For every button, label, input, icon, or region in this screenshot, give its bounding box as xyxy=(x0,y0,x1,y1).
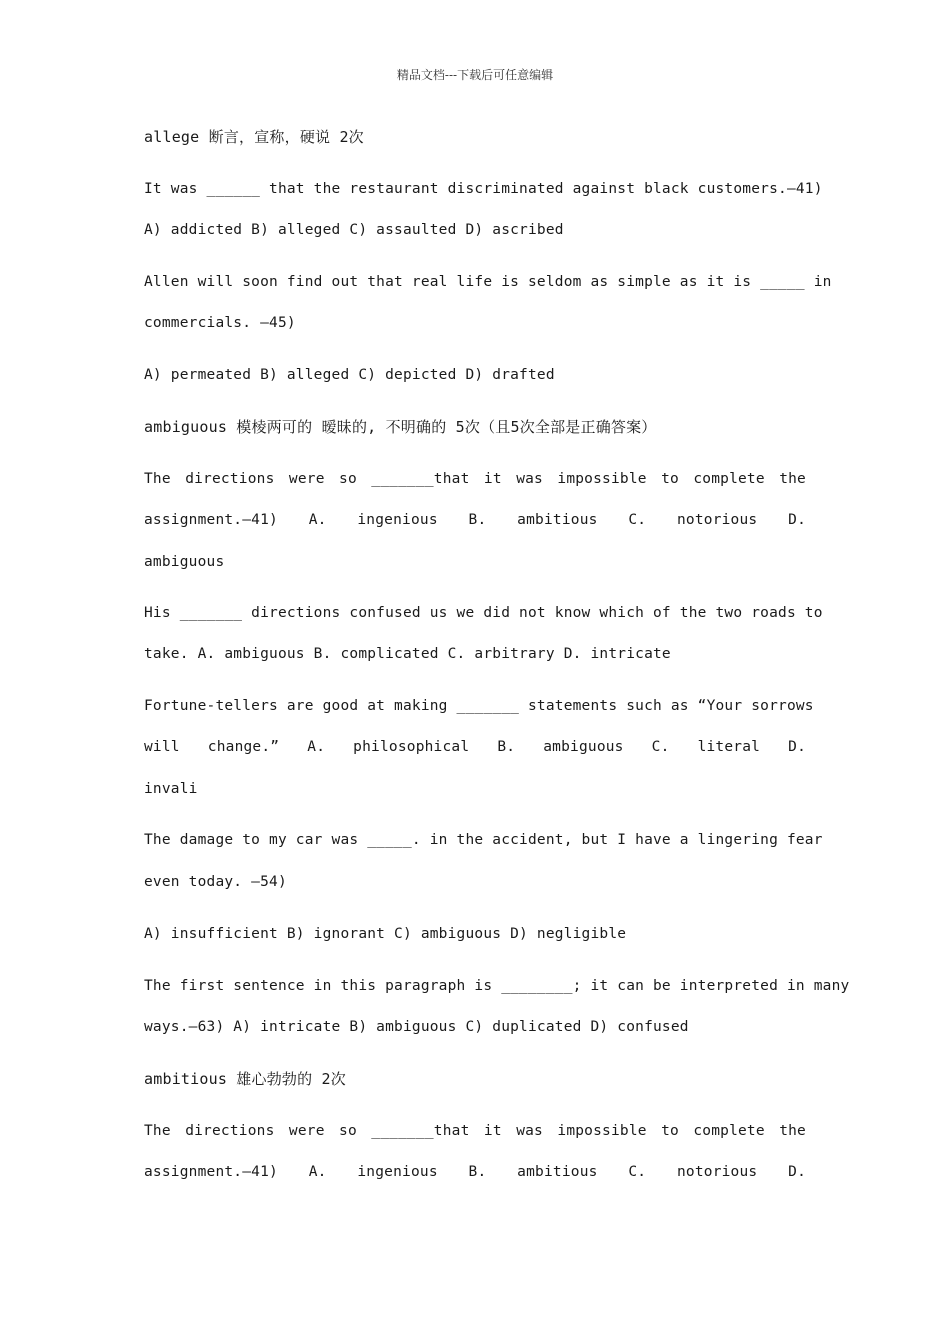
options-line: A) insufficient B) ignorant C) ambiguous D) negligible xyxy=(144,926,627,942)
question-line: Allen will soon find out that real life is seldom as simple as it is _____ in xyxy=(144,274,832,290)
question-line: It was ______ that the restaurant discriminated against black customers.—41) xyxy=(144,181,823,197)
options-line: A) addicted B) alleged C) assaulted D) ascribed xyxy=(144,222,564,238)
question-line: commercials. —45) xyxy=(144,315,296,331)
question-line: His _______ directions confused us we did not know which of the two roads to xyxy=(144,605,823,621)
question-line: The first sentence in this paragraph is ________; it can be interpreted in many xyxy=(144,978,850,994)
vocab-heading-ambitious: ambitious 雄心勃勃的 2次 xyxy=(144,1070,346,1088)
options-line: A) permeated B) alleged C) depicted D) drafted xyxy=(144,367,555,383)
options-line: ways.—63) A) intricate B) ambiguous C) duplicated D) confused xyxy=(144,1019,689,1035)
options-line: take. A. ambiguous B. complicated C. arbitrary D. intricate xyxy=(144,646,671,662)
question-line: will change.” A. philosophical B. ambiguous C. literal D. xyxy=(144,739,806,755)
question-line: Fortune-tellers are good at making _______ statements such as “Your sorrows xyxy=(144,698,814,714)
vocab-heading-allege: allege 断言，宣称，硬说 2次 xyxy=(144,128,364,146)
question-line: assignment.—41) A. ingenious B. ambitious C. notorious D. xyxy=(144,512,806,528)
vocab-heading-ambiguous: ambiguous 模棱两可的 暧昧的, 不明确的 5次（且5次全部是正确答案） xyxy=(144,418,657,436)
page-header: 精品文档---下载后可任意编辑 xyxy=(396,68,554,82)
question-line: assignment.—41) A. ingenious B. ambitious C. notorious D. xyxy=(144,1164,806,1180)
question-line: The directions were so _______that it was impossible to complete the xyxy=(144,471,806,487)
question-line: The damage to my car was _____. in the accident, but I have a lingering fear xyxy=(144,832,823,848)
question-line: even today. —54) xyxy=(144,874,287,890)
question-line: ambiguous xyxy=(144,554,225,570)
question-line: invali xyxy=(144,781,198,797)
question-line: The directions were so _______that it was impossible to complete the xyxy=(144,1123,806,1139)
